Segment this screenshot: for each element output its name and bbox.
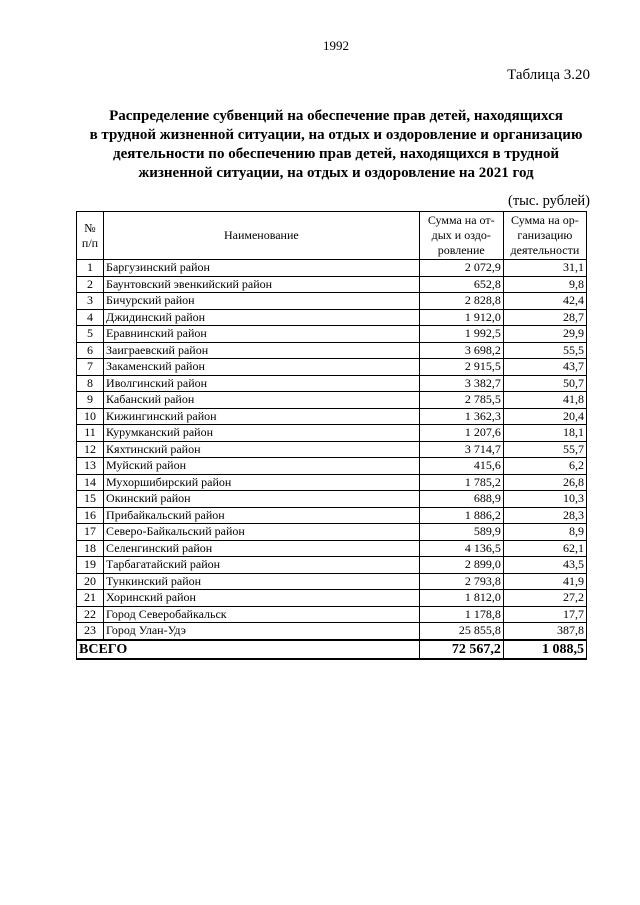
total-sum-recreation: 72 567,2	[419, 640, 503, 659]
row-sum-recreation: 3 698,2	[419, 342, 503, 359]
row-name: Мухоршибирский район	[104, 474, 420, 491]
header-sum-organization-line: Сумма на ор-	[511, 213, 579, 227]
table-row	[77, 441, 587, 458]
row-sum-organization: 28,3	[503, 507, 586, 524]
table-row	[77, 260, 587, 277]
row-sum-organization: 55,5	[503, 342, 586, 359]
row-name: Баргузинский район	[104, 260, 420, 277]
row-number: 22	[77, 606, 104, 623]
row-number: 9	[77, 392, 104, 409]
header-sum-organization-line: ганизацию	[517, 228, 573, 242]
total-label: ВСЕГО	[77, 640, 420, 659]
total-row	[77, 640, 587, 659]
table-row	[77, 293, 587, 310]
row-number: 10	[77, 408, 104, 425]
table-row	[77, 359, 587, 376]
table-row	[77, 590, 587, 607]
row-sum-recreation: 415,6	[419, 458, 503, 475]
row-sum-organization: 41,8	[503, 392, 586, 409]
table-row	[77, 342, 587, 359]
row-number: 2	[77, 276, 104, 293]
row-number: 8	[77, 375, 104, 392]
row-sum-organization: 41,9	[503, 573, 586, 590]
row-number: 17	[77, 524, 104, 541]
header-number	[77, 212, 104, 260]
row-number: 20	[77, 573, 104, 590]
table-row	[77, 573, 587, 590]
row-sum-recreation: 2 785,5	[419, 392, 503, 409]
row-sum-recreation: 1 785,2	[419, 474, 503, 491]
table-row	[77, 309, 587, 326]
table-row	[77, 606, 587, 623]
row-sum-recreation: 2 793,8	[419, 573, 503, 590]
row-name: Кижингинский район	[104, 408, 420, 425]
page-number: 1992	[323, 38, 349, 53]
row-sum-recreation: 2 915,5	[419, 359, 503, 376]
row-name: Тункинский район	[104, 573, 420, 590]
row-number: 13	[77, 458, 104, 475]
table-body	[77, 260, 587, 640]
row-name: Город Северобайкальск	[104, 606, 420, 623]
row-sum-recreation: 2 828,8	[419, 293, 503, 310]
row-sum-recreation: 1 362,3	[419, 408, 503, 425]
row-name: Тарбагатайский район	[104, 557, 420, 574]
row-name: Окинский район	[104, 491, 420, 508]
row-number: 18	[77, 540, 104, 557]
row-sum-organization: 31,1	[503, 260, 586, 277]
row-name: Джидинский район	[104, 309, 420, 326]
row-number: 3	[77, 293, 104, 310]
header-sum-recreation-line: дых и оздо-	[431, 228, 491, 242]
row-number: 1	[77, 260, 104, 277]
row-number: 7	[77, 359, 104, 376]
table-row	[77, 474, 587, 491]
header-name: Наименование	[104, 212, 420, 260]
header-sum-organization	[503, 212, 586, 260]
row-number: 4	[77, 309, 104, 326]
table-row	[77, 326, 587, 343]
total-sum-organization: 1 088,5	[503, 640, 586, 659]
row-sum-recreation: 1 812,0	[419, 590, 503, 607]
row-name: Северо-Байкальский район	[104, 524, 420, 541]
row-name: Заиграевский район	[104, 342, 420, 359]
row-sum-organization: 43,5	[503, 557, 586, 574]
row-sum-recreation: 3 714,7	[419, 441, 503, 458]
row-name: Баунтовский эвенкийский район	[104, 276, 420, 293]
row-number: 16	[77, 507, 104, 524]
subsidy-table	[76, 211, 587, 660]
table-row	[77, 276, 587, 293]
row-sum-organization: 6,2	[503, 458, 586, 475]
row-sum-organization: 20,4	[503, 408, 586, 425]
row-number: 19	[77, 557, 104, 574]
row-sum-organization: 26,8	[503, 474, 586, 491]
row-name: Кабанский район	[104, 392, 420, 409]
table-row	[77, 507, 587, 524]
row-sum-organization: 27,2	[503, 590, 586, 607]
row-number: 14	[77, 474, 104, 491]
row-name: Муйский район	[104, 458, 420, 475]
document-title	[70, 107, 602, 183]
row-name: Еравнинский район	[104, 326, 420, 343]
row-sum-organization: 55,7	[503, 441, 586, 458]
table-row	[77, 375, 587, 392]
row-number: 5	[77, 326, 104, 343]
row-number: 11	[77, 425, 104, 442]
title-line: Распределение субвенций на обеспечение прав детей, находящихся	[109, 108, 563, 124]
row-sum-recreation: 652,8	[419, 276, 503, 293]
row-sum-recreation: 4 136,5	[419, 540, 503, 557]
row-number: 21	[77, 590, 104, 607]
row-sum-recreation: 1 992,5	[419, 326, 503, 343]
row-sum-organization: 10,3	[503, 491, 586, 508]
row-sum-recreation: 688,9	[419, 491, 503, 508]
row-sum-organization: 29,9	[503, 326, 586, 343]
title-line: в трудной жизненной ситуации, на отдых и оздоровление и организацию	[89, 127, 583, 143]
row-sum-recreation: 1 178,8	[419, 606, 503, 623]
table-row	[77, 458, 587, 475]
row-number: 12	[77, 441, 104, 458]
row-sum-organization: 17,7	[503, 606, 586, 623]
table-row	[77, 408, 587, 425]
row-sum-organization: 9,8	[503, 276, 586, 293]
row-sum-organization: 8,9	[503, 524, 586, 541]
row-name: Селенгинский район	[104, 540, 420, 557]
row-sum-recreation: 25 855,8	[419, 623, 503, 640]
row-sum-recreation: 1 886,2	[419, 507, 503, 524]
row-name: Кяхтинский район	[104, 441, 420, 458]
row-sum-recreation: 3 382,7	[419, 375, 503, 392]
row-name: Бичурский район	[104, 293, 420, 310]
table-label: Таблица 3.20	[507, 67, 590, 83]
row-name: Прибайкальский район	[104, 507, 420, 524]
table-row	[77, 392, 587, 409]
row-sum-organization: 42,4	[503, 293, 586, 310]
table-row	[77, 524, 587, 541]
row-name: Хоринский район	[104, 590, 420, 607]
row-sum-recreation: 1 912,0	[419, 309, 503, 326]
row-name: Иволгинский район	[104, 375, 420, 392]
row-sum-organization: 28,7	[503, 309, 586, 326]
units-label: (тыс. рублей)	[508, 193, 590, 209]
row-name: Закаменский район	[104, 359, 420, 376]
row-number: 15	[77, 491, 104, 508]
row-sum-organization: 18,1	[503, 425, 586, 442]
table-row	[77, 557, 587, 574]
row-sum-organization: 43,7	[503, 359, 586, 376]
header-sum-recreation	[419, 212, 503, 260]
table-header-row	[77, 212, 587, 260]
row-sum-organization: 50,7	[503, 375, 586, 392]
table-row	[77, 540, 587, 557]
row-sum-organization: 387,8	[503, 623, 586, 640]
header-sum-recreation-line: ровление	[437, 243, 485, 257]
row-name: Курумканский район	[104, 425, 420, 442]
row-sum-recreation: 1 207,6	[419, 425, 503, 442]
table-row	[77, 623, 587, 640]
header-number-line: п/п	[81, 235, 99, 250]
header-sum-recreation-line: Сумма на от-	[427, 213, 495, 227]
row-sum-recreation: 2 899,0	[419, 557, 503, 574]
table-row	[77, 491, 587, 508]
row-sum-recreation: 2 072,9	[419, 260, 503, 277]
header-number-line: №	[84, 220, 96, 235]
row-name: Город Улан-Удэ	[104, 623, 420, 640]
table-row	[77, 425, 587, 442]
header-sum-organization-line: деятельности	[510, 243, 580, 257]
row-sum-recreation: 589,9	[419, 524, 503, 541]
title-line: жизненной ситуации, на отдых и оздоровление на 2021 год	[138, 165, 534, 181]
row-number: 23	[77, 623, 104, 640]
row-sum-organization: 62,1	[503, 540, 586, 557]
row-number: 6	[77, 342, 104, 359]
title-line: деятельности по обеспечению прав детей, находящихся в трудной	[113, 146, 559, 162]
